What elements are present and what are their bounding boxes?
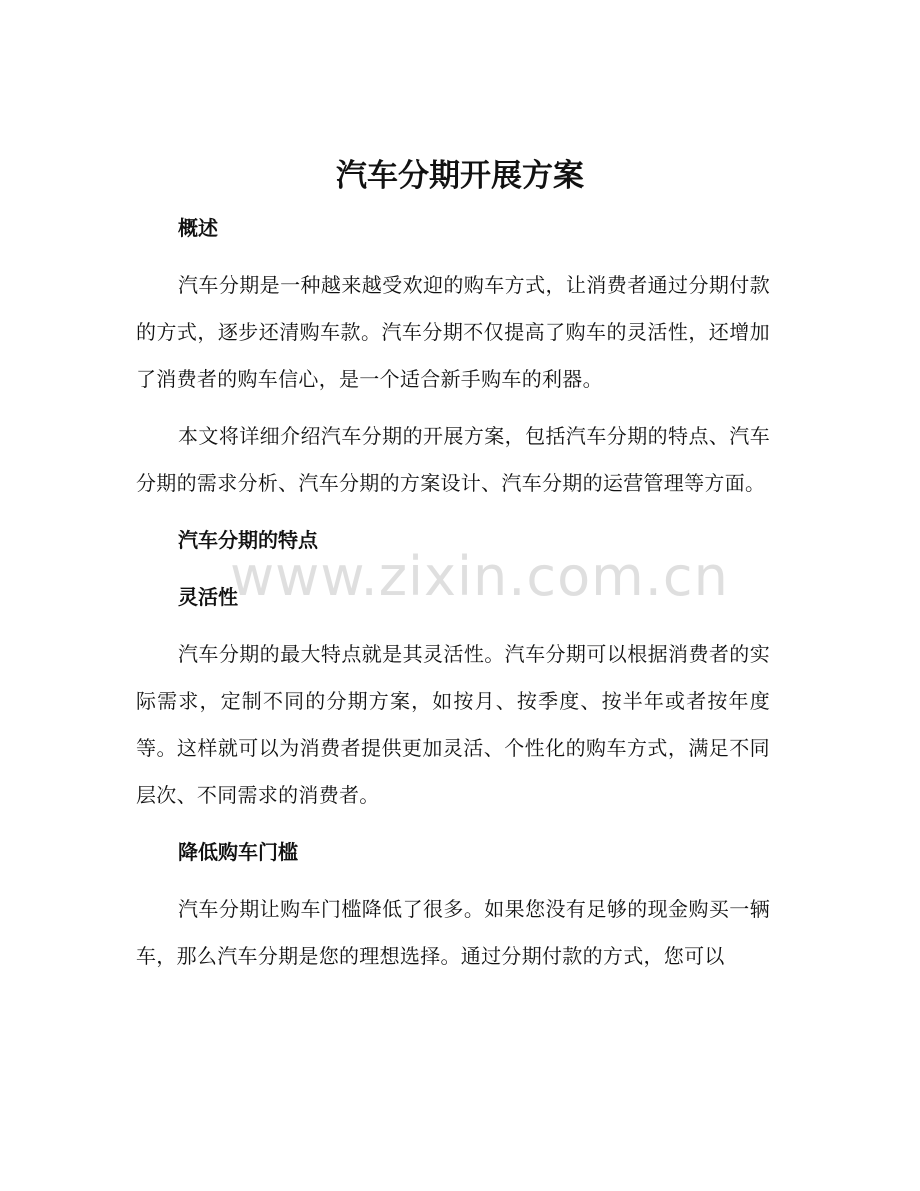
document-body (136, 205, 770, 990)
subheading-flexibility: 灵活性 (178, 585, 238, 609)
watermark-text: www.zixin.com.cn (230, 545, 729, 608)
section-heading-features: 汽车分期的特点 (178, 528, 318, 552)
paragraph-intro: 汽车分期是一种越来越受欢迎的购车方式，让消费者通过分期付款的方式，逐步还清购车款。汽车分期不仅提高了购车的灵活性，还增加了消费者的购车信心，是一个适合新手购车的利器。 (136, 273, 770, 391)
paragraph-scope: 本文将详细介绍汽车分期的开展方案，包括汽车分期的特点、汽车分期的需求分析、汽车分期的方案设计、汽车分期的运营管理等方面。 (136, 424, 770, 495)
paragraph-lower-threshold: 汽车分期让购车门槛降低了很多。如果您没有足够的现金购买一辆车，那么汽车分期是您的理想选择。通过分期付款的方式，您可以 (136, 897, 770, 968)
subheading-lower-threshold: 降低购车门槛 (178, 840, 298, 864)
page-title: 汽车分期开展方案 (336, 158, 584, 194)
section-heading-overview: 概述 (178, 216, 218, 240)
paragraph-flexibility: 汽车分期的最大特点就是其灵活性。汽车分期可以根据消费者的实际需求，定制不同的分期方案，如按月、按季度、按半年或者按年度等。这样就可以为消费者提供更加灵活、个性化的购车方式，满足不同层次、不同需求的消费者。 (136, 642, 770, 807)
